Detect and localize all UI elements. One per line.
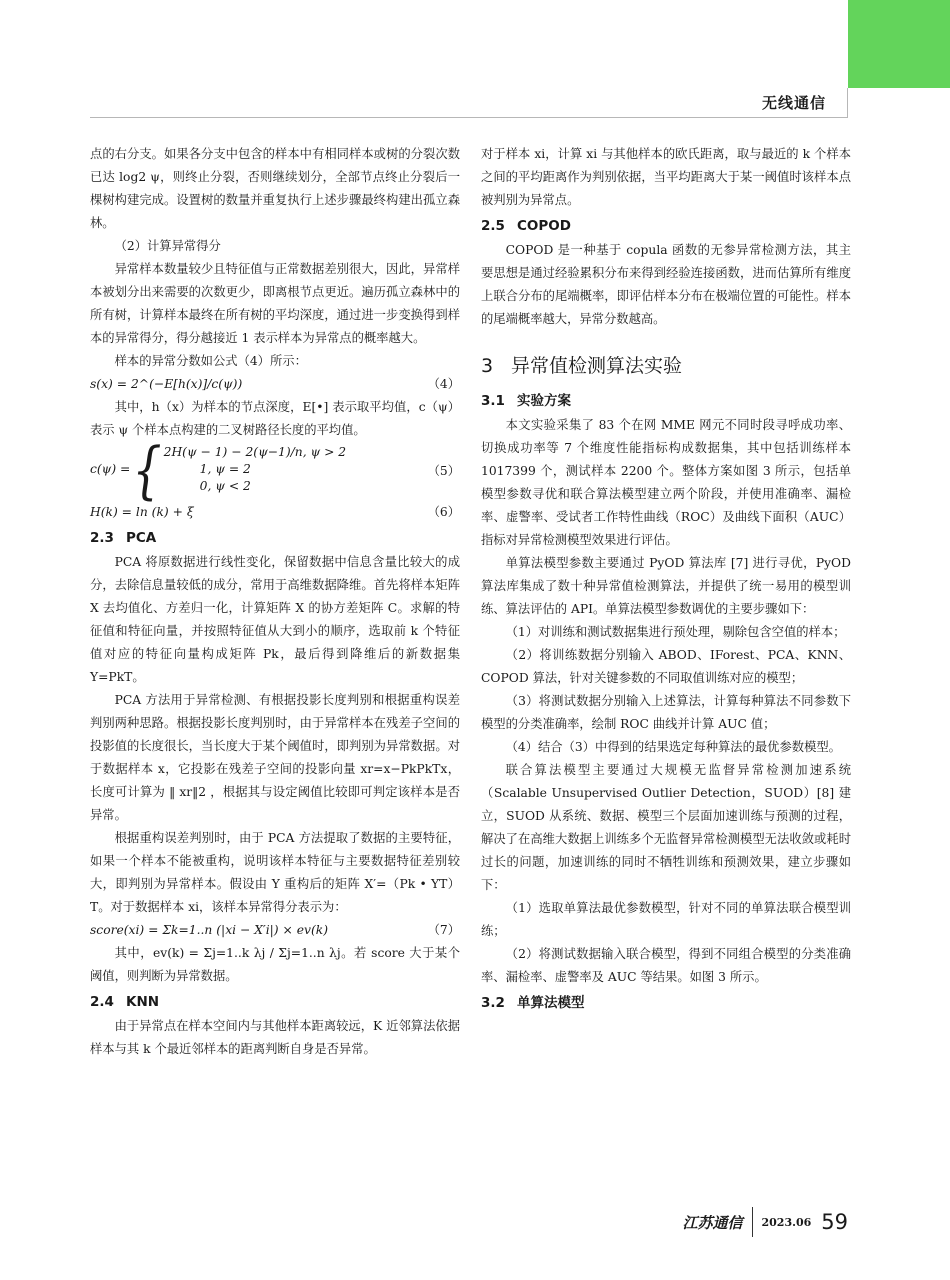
- section-number: 2.4: [90, 994, 114, 1010]
- equation-7-body: score(xi) = Σk=1..n (|xi − X′i|) × ev(k): [90, 923, 328, 937]
- header-divider-tick: [847, 88, 848, 118]
- section-title: 实验方案: [517, 393, 571, 409]
- equation-5: [90, 433, 460, 506]
- equation-number: （5）: [427, 464, 460, 478]
- equation-4: [90, 373, 460, 396]
- subheading-step: （2）计算异常得分: [114, 239, 221, 253]
- paragraph: （4）结合（3）中得到的结果选定每种算法的最优参数模型。: [505, 740, 841, 754]
- paragraph: （1）选取单算法最优参数模型，针对不同的单算法联合模型训练；: [481, 901, 851, 938]
- section-number: 2.3: [90, 530, 114, 546]
- page-footer: [682, 1207, 848, 1237]
- section-color-tab: [848, 0, 950, 88]
- paragraph: 其中，ev(k) = Σj=1..k λj / Σj=1..n λj。若 score 大于某个阈值，则判断为异常数据。: [90, 946, 460, 983]
- section-heading-3-1: [481, 389, 851, 413]
- paragraph: 对于样本 xi，计算 xi 与其他样本的欧氏距离，取与最近的 k 个样本之间的平均距离作为判别依据，当平均距离大于某一阈值时该样本点被判别为异常点。: [481, 147, 851, 207]
- section-number: 2.5: [481, 218, 505, 234]
- footer-divider: [752, 1207, 753, 1237]
- journal-logo: 江苏通信: [682, 1213, 743, 1232]
- page-number: 59: [821, 1210, 848, 1234]
- right-column: [481, 143, 851, 1016]
- equation-6-body: H(k) = ln (k) + ξ: [90, 505, 194, 519]
- paragraph: 联合算法模型主要通过大规模无监督异常检测加速系统（Scalable Unsupervised Outlier Detection，SUOD）[8] 建立，SUOD 从系统、数据、模型三个层面加速训练与预测的过程，解决了在高维大数据上训练多个无监督异常检测模型无法收敛或耗时过长的问题，加速训练的同时不牺牲训练和预测效果，建立步骤如下：: [481, 763, 851, 892]
- paragraph: 根据重构误差判别时，由于 PCA 方法提取了数据的主要特征，如果一个样本不能被重构，说明该样本特征与主要数据特征差别较大，即判别为异常样本。假设由 Y 重构后的矩阵 X′=（Pk • YT）T。对于数据样本 xi，该样本异常得分表示为：: [90, 831, 460, 914]
- paragraph: 其中，h（x）为样本的节点深度，E[•] 表示取平均值，c（ψ）表示 ψ 个样本点构建的二叉树路径长度的平均值。: [90, 400, 460, 437]
- section-title: 异常值检测算法实验: [511, 355, 683, 377]
- equation-number: （7）: [427, 923, 460, 937]
- section-heading-2-5: [481, 214, 851, 238]
- paragraph: 样本的异常分数如公式（4）所示：: [114, 354, 307, 368]
- paragraph: COPOD 是一种基于 copula 函数的无参异常检测方法，其主要思想是通过经验累积分布来得到经验连接函数，进而估算所有维度上联合分布的尾端概率，即评估样本分布在极端位置的可能性。样本的尾端概率越大，异常分数越高。: [481, 243, 851, 326]
- section-title: KNN: [126, 994, 160, 1010]
- equation-5-case: 0, ψ < 2: [199, 479, 251, 493]
- running-header-title: 无线通信: [761, 94, 826, 112]
- equation-5-case: 1, ψ = 2: [199, 462, 251, 476]
- left-column: [90, 143, 460, 1061]
- paragraph: （3）将测试数据分别输入上述算法，计算每种算法不同参数下模型的分类准确率，绘制 ROC 曲线并计算 AUC 值；: [481, 694, 851, 731]
- section-heading-3-2: [481, 991, 851, 1015]
- paragraph: 本文实验采集了 83 个在网 MME 网元不同时段寻呼成功率、切换成功率等 7 个维度性能指标构成数据集，其中包括训练样本 1017399 个，测试样本 2200 个。整体方案如图 3 所示，包括单模型参数寻优和联合算法模型建立两个阶段，并使用准确率、漏检率、虚警率、受试者工作特性曲线（ROC）及曲线下面积（AUC）指标对异常检测模型效果进行评估。: [481, 418, 851, 547]
- section-heading-2-3: [90, 526, 460, 550]
- left-brace-icon: {: [132, 433, 162, 506]
- paragraph: PCA 将原数据进行线性变化，保留数据中信息含量比较大的成分，去除信息量较低的成分，常用于高维数据降维。首先将样本矩阵 X 去均值化、方差归一化，计算矩阵 X 的协方差矩阵 C。求解的特征值和特征向量，并按照特征值从大到小的顺序，选取前 k 个特征值对应的特征向量构成矩阵 Pk，最后得到降维后的新数据集 Y=PkT。: [90, 555, 460, 684]
- section-heading-3: [481, 351, 851, 381]
- paragraph: 由于异常点在样本空间内与其他样本距离较远，K 近邻算法依据样本与其 k 个最近邻样本的距离判断自身是否异常。: [90, 1019, 460, 1056]
- equation-7: [90, 919, 460, 942]
- paragraph: （2）将训练数据分别输入 ABOD、IForest、PCA、KNN、COPOD 算法，针对关键参数的不同取值训练对应的模型；: [481, 648, 851, 685]
- paragraph: PCA 方法用于异常检测、有根据投影长度判别和根据重构误差判别两种思路。根据投影长度判别时，由于异常样本在残差子空间的投影值的长度很长，当长度大于某个阈值时，即判别为异常数据。对于数据样本 x，它投影在残差子空间的投影向量 xr=x−PkPkTx，长度可计算为 ‖ xr‖2 ，根据其与设定阈值比较即可判定该样本是否异常。: [90, 693, 460, 822]
- paragraph: （1）对训练和测试数据集进行预处理，剔除包含空值的样本；: [505, 625, 846, 639]
- equation-5-lhs: c(ψ) =: [90, 462, 131, 476]
- section-title: PCA: [126, 530, 157, 546]
- equation-4-body: s(x) = 2^(−E[h(x)]/c(ψ)): [90, 377, 243, 391]
- paragraph: （2）将测试数据输入联合模型，得到不同组合模型的分类准确率、漏检率、虚警率及 AUC 等结果。如图 3 所示。: [481, 947, 851, 984]
- section-title: COPOD: [517, 218, 571, 234]
- section-number: 3: [481, 355, 494, 377]
- header-rule: [90, 117, 848, 118]
- section-number: 3.2: [481, 995, 505, 1011]
- paragraph: 点的右分支。如果各分支中包含的样本中有相同样本或树的分裂次数已达 log2 ψ，则终止分裂，否则继续划分，全部节点终止分裂后一棵树构建完成。设置树的数量并重复执行上述步骤最终构建出孤立森林。: [90, 147, 460, 230]
- equation-number: （4）: [427, 377, 460, 391]
- equation-5-case: 2H(ψ − 1) − 2(ψ−1)/n, ψ > 2: [163, 445, 347, 459]
- section-number: 3.1: [481, 393, 505, 409]
- paragraph: 单算法模型参数主要通过 PyOD 算法库 [7] 进行寻优，PyOD 算法库集成了数十种异常值检测算法，并提供了统一易用的模型训练、算法评估的 API。单算法模型参数调优的主要步骤如下：: [481, 556, 851, 616]
- issue-date: 2023.06: [761, 1215, 812, 1229]
- section-title: 单算法模型: [517, 995, 585, 1011]
- equation-number: （6）: [427, 505, 460, 519]
- section-heading-2-4: [90, 990, 460, 1014]
- paragraph: 异常样本数量较少且特征值与正常数据差别很大，因此，异常样本被划分出来需要的次数更少，即离根节点更近。遍历孤立森林中的所有树，计算样本最终在所有树的平均深度，通过进一步变换得到样本的异常得分，得分越接近 1 表示样本为异常点的概率越大。: [90, 262, 460, 345]
